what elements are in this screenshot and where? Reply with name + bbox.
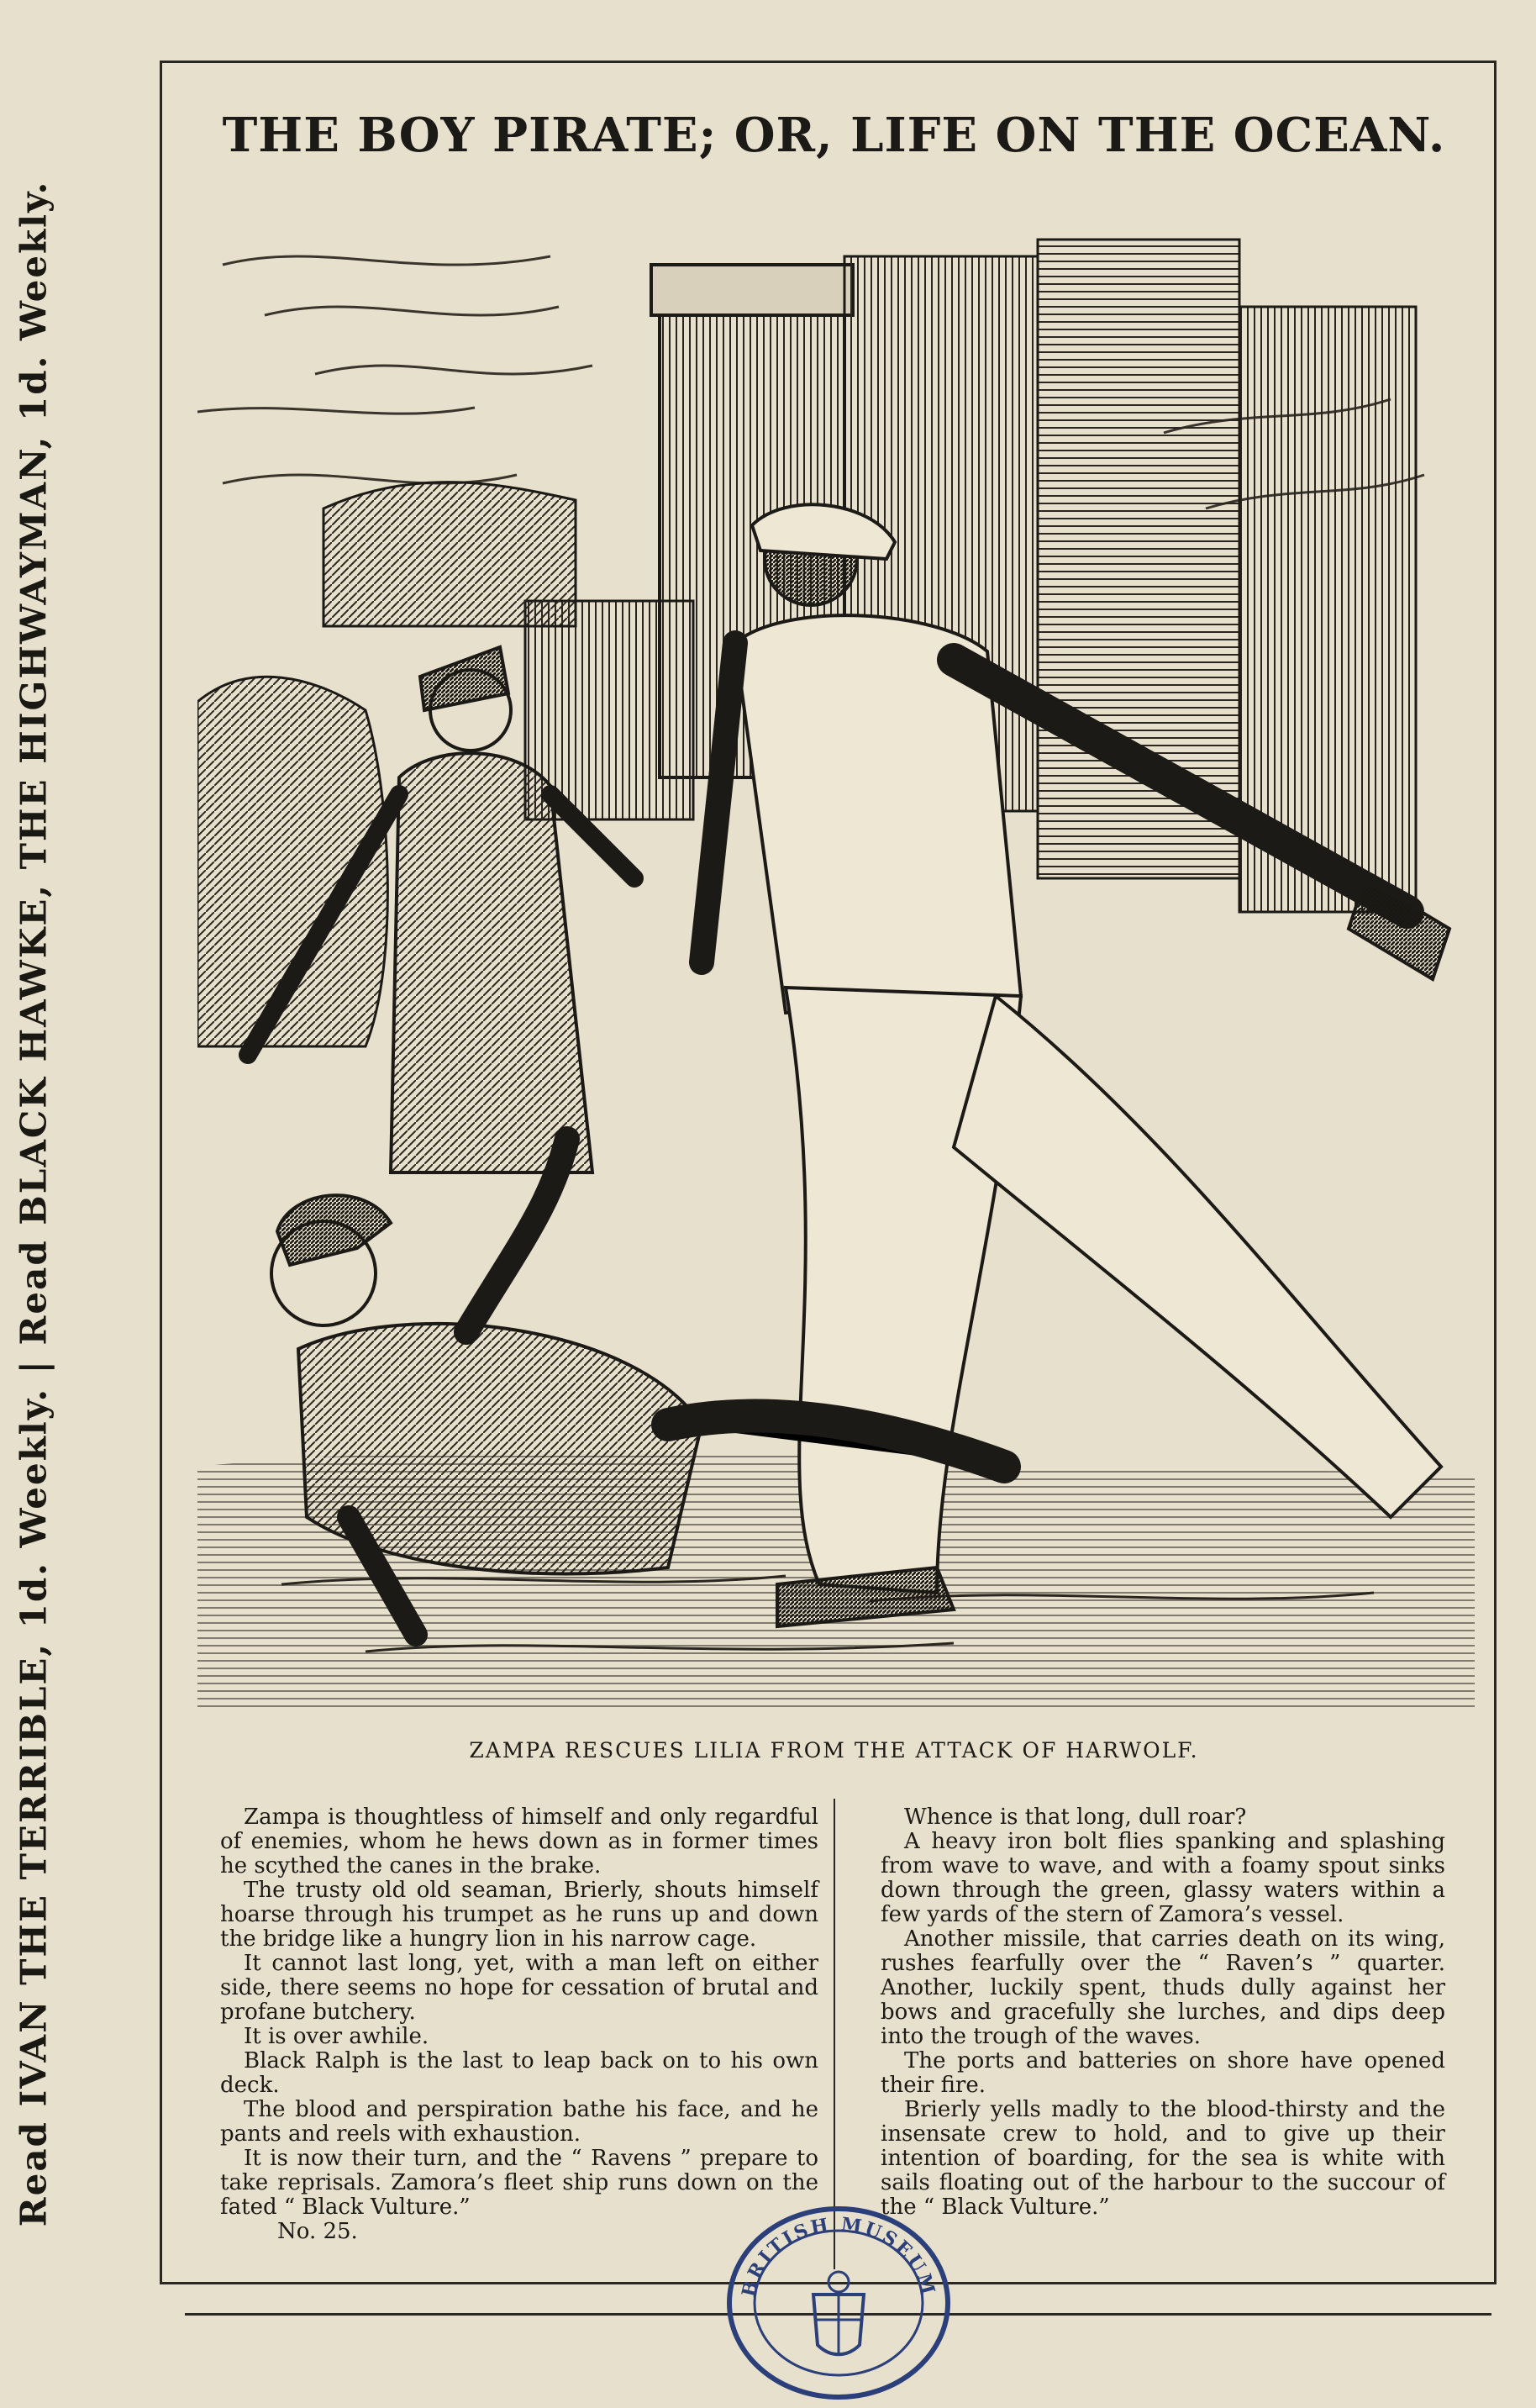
issue-number: No. 25. (277, 2219, 358, 2244)
left-text-column (220, 1805, 818, 2244)
side-banner-advert: Read IVAN THE TERRIBLE, 1d. Weekly. | Read BLACK HAWKE, THE HIGHWAYMAN, 1d. Weekly. (13, 180, 55, 2227)
right-text-column (881, 1805, 1445, 2220)
engraving-illustration (197, 206, 1475, 1710)
svg-text:BRITISH MUSEUM (738, 2213, 939, 2299)
paragraph: It is now their turn, and the “ Ravens ” prepare to take reprisals. Zamora’s fleet ship runs down on the fated “ Black Vulture.” (220, 2146, 818, 2220)
paragraph: Black Ralph is the last to leap back on to his own deck. (220, 2048, 818, 2098)
paragraph: A heavy iron bolt flies spanking and splashing from wave to wave, and with a foamy spout sinks down through the green, glassy waters within a few yards of the stern of Zamora’s vessel. (881, 1829, 1445, 1927)
page-title: THE BOY PIRATE; OR, LIFE ON THE OCEAN. (222, 108, 1446, 163)
paragraph: The ports and batteries on shore have opened their fire. (881, 2048, 1445, 2098)
paragraph: Whence is that long, dull roar? (904, 1805, 1247, 1830)
paragraph: The blood and perspiration bathe his face, and he pants and reels with exhaustion. (220, 2097, 818, 2147)
paragraph: Zampa is thoughtless of himself and only regardful of enemies, whom he hews down as in former times he scythed the canes in the brake. (220, 1805, 818, 1878)
paragraph: It cannot last long, yet, with a man left on either side, there seems no hope for cessation of brutal and profane butchery. (220, 1951, 818, 2025)
british-museum-stamp (721, 2202, 956, 2404)
illustration-caption: ZAMPA RESCUES LILIA FROM THE ATTACK OF HARWOLF. (469, 1738, 1199, 1763)
paragraph: Another missile, that carries death on its wing, rushes fearfully over the “ Raven’s ” quarter. Another, luckily spent, thuds dully against her bows and gracefully she lurches, and dips deep into the trough of the waves. (881, 1926, 1445, 2049)
paragraph: It is over awhile. (244, 2024, 429, 2049)
side-margin (0, 0, 67, 2408)
paragraph: Brierly yells madly to the blood-thirsty and the insensate crew to hold, and to give up their intention of boarding, for the sea is white with sails floating out of the harbour to the succour of the “ Black Vulture.” (881, 2097, 1445, 2220)
stamp-text: BRITISH MUSEUM (737, 2213, 940, 2300)
paragraph: The trusty old old seaman, Brierly, shouts himself hoarse through his trumpet as he runs up and down the bridge like a hungry lion in his narrow cage. (220, 1878, 818, 1952)
column-divider (834, 1799, 835, 2269)
